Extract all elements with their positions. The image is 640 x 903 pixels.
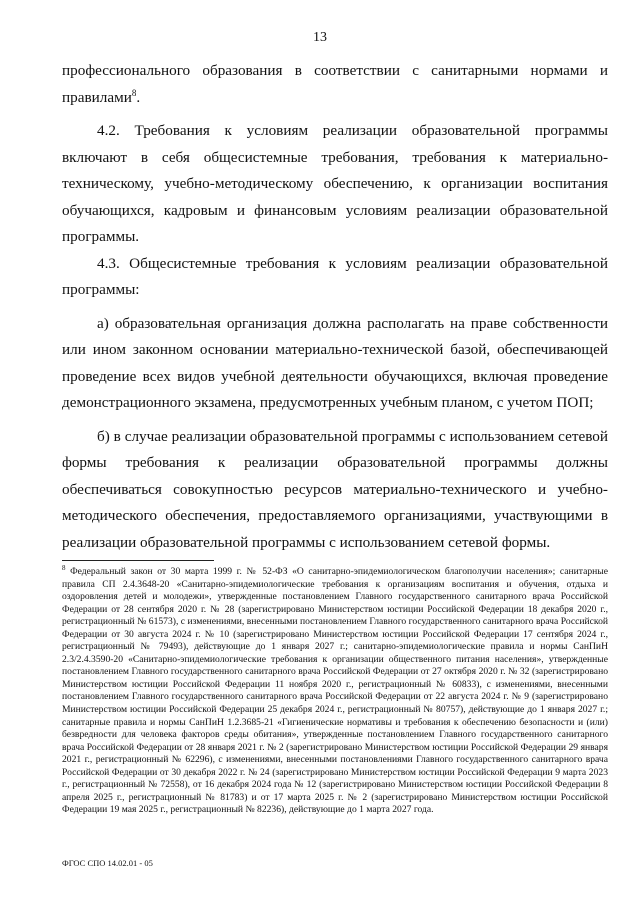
paragraph-item-b: б) в случае реализации образовательной программы с использованием сетевой формы требования к реализации образовательной программы должны обеспечиваться совокупностью ресурсов материально-технического и учебно-методического обеспечения, предоставляемого организациями, участвующими в реализации образовательной программы с использованием сетевой формы. xyxy=(62,427,608,551)
footer-document-code: ФГОС СПО 14.02.01 - 05 xyxy=(62,858,153,868)
paragraph-text: профессионального образования в соответствии с санитарными нормами и правилами xyxy=(62,62,608,106)
paragraph-4-2: 4.2. Требования к условиям реализации образовательной программы включают в себя общесистемные требования, требования к материально-техническому, учебно-методическому обеспечению, к организации воспитания обучающихся, кадровым и финансовым условиям реализации образовательной программы. xyxy=(62,122,608,245)
paragraph-continuation xyxy=(62,58,608,111)
footnote-text: Федеральный закон от 30 марта 1999 г. № 52-ФЗ «О санитарно-эпидемиологическом благополучии населения»; санитарные правила СП 2.4.3648-20 «Санитарно-эпидемиологические требования к организациям воспитания и обучения, отдыха и оздоровления детей и молодежи», утвержденные постановлением Главного государственного санитарного врача Российской Федерации от 28 сентября 2020 г. № 28 (зарегистрировано Министерством юстиции Российской Федерации 18 декабря 2020 г., регистрационный № 61573), с изменениями, внесенными постановлением Главного государственного санитарного врача Российской Федерации от 30 августа 2024 г. № 10 (зарегистрировано Министерством юстиции Российской Федерации 17 сентября 2024 г., регистрационный № 79493), действующие до 1 января 2027 г.; санитарно-эпидемиологические правила и нормы СанПиН 2.3/2.4.3590-20 «Санитарно-эпидемиологические требования к организации общественного питания населения», утвержденные постановлением Главного государственного санитарного врача Российской Федерации от 27 октября 2020 г. № 32 (зарегистрировано Министерством юстиции Российской Федерации 11 ноября 2020 г., регистрационный № 60833), с изменениями, внесенными постановлением Главного государственного санитарного врача Российской Федерации от 22 августа 2024 г. № 9 (зарегистрировано Министерством юстиции Российской Федерации 25 декабря 2024 г., регистрационный № 80757), действующие до 1 января 2027 г.; санитарные правила и нормы СанПиН 1.2.3685-21 «Гигиенические нормативы и требования к обеспечению безопасности и (или) безвредности для человека факторов среды обитания», утвержденные постановлением Главного государственного санитарного врача Российской Федерации от 28 января 2021 г. № 2 (зарегистрировано Министерством юстиции Российской Федерации 29 января 2021 г., регистрационный № 62296), с изменениями, внесенными постановлениями Главного государственного санитарного врача Российской Федерации от 30 декабря 2022 г. № 24 (зарегистрировано Министерством юстиции Российской Федерации 9 марта 2023 г., регистрационный № 72558), от 16 декабря 2024 года № 12 (зарегистрировано Министерством юстиции Российской Федерации 8 апреля 2025 г., регистрационный № 81783) и от 17 марта 2025 г. № 2 (зарегистрировано Министерством юстиции Российской Федерации 19 мая 2025 г., регистрационный № 82236), действующие до 1 марта 2027 года. xyxy=(62,566,608,816)
page-number: 13 xyxy=(313,30,327,45)
paragraph-end: . xyxy=(136,88,141,106)
footnote xyxy=(62,563,608,817)
footnote-number: 8 xyxy=(62,563,66,572)
footnote-ref: 8 xyxy=(131,87,137,98)
paragraph-4-3: 4.3. Общесистемные требования к условиям реализации образовательной программы: xyxy=(62,254,608,298)
footnote-divider xyxy=(62,560,214,561)
body-text xyxy=(62,58,608,556)
paragraph-item-a: а) образовательная организация должна располагать на праве собственности или ином законном основании материально-технической базой, обеспечивающей проведение всех видов учебной деятельности обучающихся, включая проведение демонстрационного экзамена, предусмотренных учебным планом, с учетом ПОП; xyxy=(62,314,608,411)
